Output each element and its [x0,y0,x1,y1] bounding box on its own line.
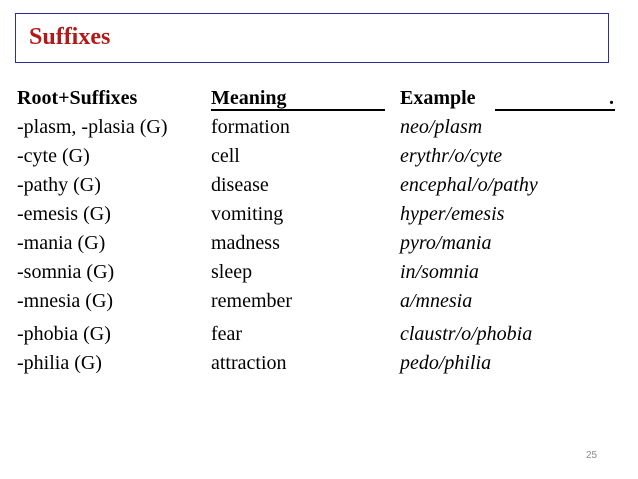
row-example: pyro/mania [400,232,492,254]
row-root: -emesis (G) [17,203,111,225]
row-root: -mania (G) [17,232,106,254]
row-root: -cyte (G) [17,145,90,167]
header-underline [211,109,385,111]
table-row [17,113,621,142]
table-row [17,349,621,378]
row-meaning: vomiting [211,203,284,225]
slide-title: Suffixes [29,24,111,50]
row-example: hyper/emesis [400,203,505,225]
suffix-table [17,84,621,378]
row-meaning: madness [211,232,280,254]
row-root: -pathy (G) [17,174,101,196]
header-root-suffixes: Root+Suffixes [17,87,138,109]
table-row [17,171,621,200]
row-example: in/somnia [400,261,479,283]
row-meaning: formation [211,116,290,138]
row-root: -philia (G) [17,352,102,374]
row-meaning: sleep [211,261,253,283]
table-row [17,142,621,171]
row-example: erythr/o/cyte [400,145,503,167]
slide-title-box [15,13,609,63]
row-meaning: attraction [211,352,287,374]
row-example: neo/plasm [400,116,483,138]
row-root: -phobia (G) [17,323,111,345]
row-meaning: fear [211,323,243,345]
table-row [17,229,621,258]
row-root: -somnia (G) [17,261,115,283]
row-meaning: cell [211,145,240,167]
row-root: -mnesia (G) [17,290,114,312]
row-example: claustr/o/phobia [400,323,533,345]
table-row [17,320,621,349]
row-example: pedo/philia [400,352,492,374]
table-row [17,287,621,316]
table-header-row [17,84,621,113]
row-root: -plasm, -plasia (G) [17,116,168,138]
header-trailing-dot: . [609,87,614,109]
row-meaning: disease [211,174,269,196]
row-example: encephal/o/pathy [400,174,538,196]
header-example: Example [400,87,476,109]
row-example: a/mnesia [400,290,473,312]
row-meaning: remember [211,290,293,312]
table-row [17,200,621,229]
header-underline [495,109,615,111]
page-number: 25 [586,450,598,461]
header-meaning: Meaning [211,87,287,109]
table-row [17,258,621,287]
